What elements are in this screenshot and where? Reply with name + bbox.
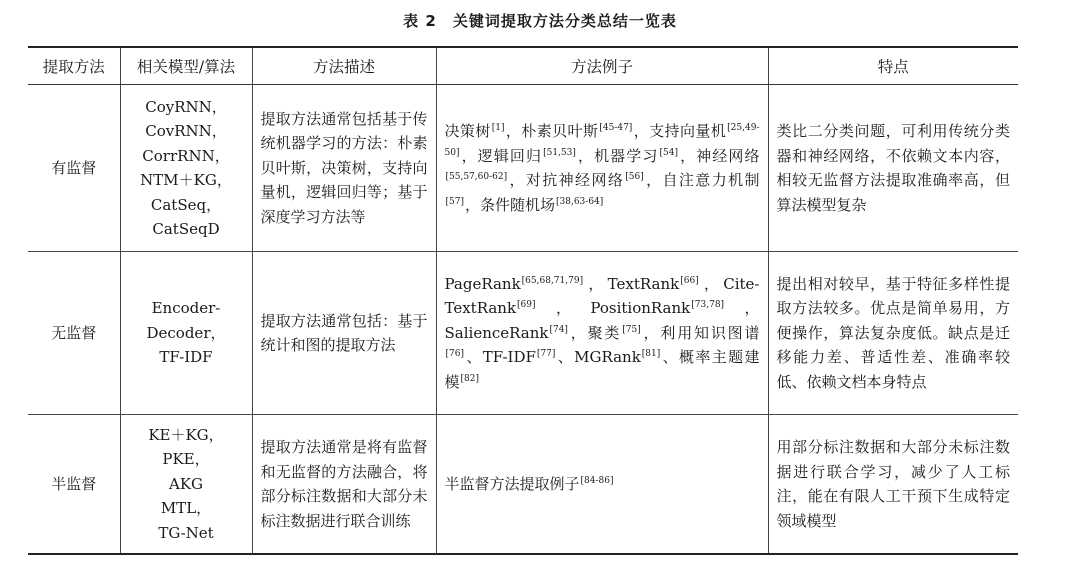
header-description: 方法描述 <box>252 47 436 85</box>
example-text: ，利用知识图谱 <box>641 323 760 342</box>
examples-cell <box>436 252 768 415</box>
models-cell <box>120 85 252 252</box>
citation-ref: [76] <box>445 349 464 360</box>
features-cell: 提出相对较早，基于特征多样性提取方法较多。优点是简单易用，方便操作，算法复杂度低。缺点是迁移能力差、普适性差、准确率较低、依赖文档本身特点 <box>768 252 1018 415</box>
citation-ref: [69] <box>517 300 536 311</box>
model-item: MTL， <box>160 499 212 518</box>
model-item: KE＋KG， <box>148 425 224 444</box>
example-text: ，支持向量机 <box>633 122 727 140</box>
model-item: Encoder- <box>151 299 221 318</box>
example-text: 、MGRank <box>556 348 641 367</box>
table-row <box>28 252 1018 415</box>
example-text: ，聚类 <box>568 323 622 342</box>
example-text: 、概率主题建模 <box>444 348 760 391</box>
description-cell: 提取方法通常是将有监督和无监督的方法融合，将部分标注数据和大部分未标注数据进行联合训练 <box>252 415 436 555</box>
example-text: ，PositionRank <box>536 299 691 318</box>
header-examples: 方法例子 <box>436 47 768 85</box>
example-text: 、TF-IDF <box>464 348 536 367</box>
example-text: 决策树 <box>444 122 491 140</box>
example-text: ，条件随机场 <box>464 195 555 214</box>
citation-ref: [73,78] <box>691 300 725 311</box>
example-text: PageRank <box>444 274 521 293</box>
example-text: 半监督方法提取例子 <box>444 474 580 493</box>
example-text: ，神经网络 <box>678 146 760 165</box>
citation-ref: [45-47] <box>599 123 633 133</box>
model-item: CorrRNN， <box>142 146 230 165</box>
model-item: CatSeq， <box>150 195 222 214</box>
models-cell <box>120 252 252 415</box>
example-text: ，Cite-TextRank <box>444 274 760 318</box>
category-cell: 无监督 <box>28 252 120 415</box>
model-item: CoyRNN， <box>145 97 227 116</box>
citation-ref: [82] <box>460 373 479 384</box>
model-item: AKG <box>168 474 204 493</box>
citation-ref: [56] <box>625 172 644 182</box>
example-text: ，对抗神经网络 <box>508 171 625 189</box>
example-text: ，逻辑回归 <box>460 146 543 165</box>
model-item: TF-IDF <box>159 348 213 367</box>
citation-ref: [66] <box>680 275 699 286</box>
model-item: Decoder， <box>146 323 226 342</box>
table-row <box>28 415 1018 555</box>
header-features: 特点 <box>768 47 1018 85</box>
model-item: PKE， <box>162 450 210 469</box>
citation-ref: [1] <box>491 123 505 133</box>
citation-ref: [54] <box>659 147 678 158</box>
citation-ref: [77] <box>536 349 556 360</box>
citation-ref: [38,63-64] <box>556 196 604 207</box>
description-cell: 提取方法通常包括基于传统机器学习的方法：朴素贝叶斯，决策树，支持向量机，逻辑回归等；基于深度学习方法等 <box>252 85 436 252</box>
citation-ref: [51,53] <box>543 147 576 158</box>
model-item: CovRNN， <box>145 122 227 140</box>
citation-ref: [25,49-50] <box>444 123 760 158</box>
citation-ref: [65,68,71,79] <box>521 275 584 286</box>
citation-ref: [55,57,60-62] <box>445 172 508 182</box>
header-row <box>28 47 1018 85</box>
model-item: NTM＋KG， <box>140 171 232 189</box>
citation-ref: [74] <box>549 324 568 335</box>
model-item: CatSeqD <box>152 220 220 238</box>
example-text: ，朴素贝叶斯 <box>505 122 599 140</box>
examples-cell <box>436 415 768 555</box>
keyword-extraction-table <box>28 46 1018 555</box>
example-text: ，TextRank <box>584 274 680 293</box>
citation-ref: [81] <box>641 349 661 360</box>
citation-ref: [57] <box>445 196 464 207</box>
example-text: ，机器学习 <box>576 146 659 165</box>
citation-ref: [84-86] <box>580 475 614 486</box>
category-cell: 半监督 <box>51 474 97 493</box>
features-cell: 类比二分类问题，可利用传统分类器和神经网络，不依赖文本内容，相较无监督方法提取准确率高，但算法模型复杂 <box>768 85 1018 252</box>
table-caption: 表 2 关键词提取方法分类总结一览表 <box>403 12 677 30</box>
examples-cell <box>436 85 768 252</box>
example-text: ，SalienceRank <box>444 299 760 342</box>
header-models: 相关模型/算法 <box>120 47 252 85</box>
description-cell: 提取方法通常包括：基于统计和图的提取方法 <box>252 252 436 415</box>
citation-ref: [75] <box>622 324 641 335</box>
model-item: TG-Net <box>158 523 214 542</box>
table-row <box>28 85 1018 252</box>
header-method: 提取方法 <box>28 47 120 85</box>
example-text: ，自注意力机制 <box>644 171 760 189</box>
category-cell: 有监督 <box>28 85 120 252</box>
models-cell <box>120 415 252 555</box>
features-cell: 用部分标注数据和大部分未标注数据进行联合学习，减少了人工标注，能在有限人工干预下生成特定领域模型 <box>768 415 1018 555</box>
